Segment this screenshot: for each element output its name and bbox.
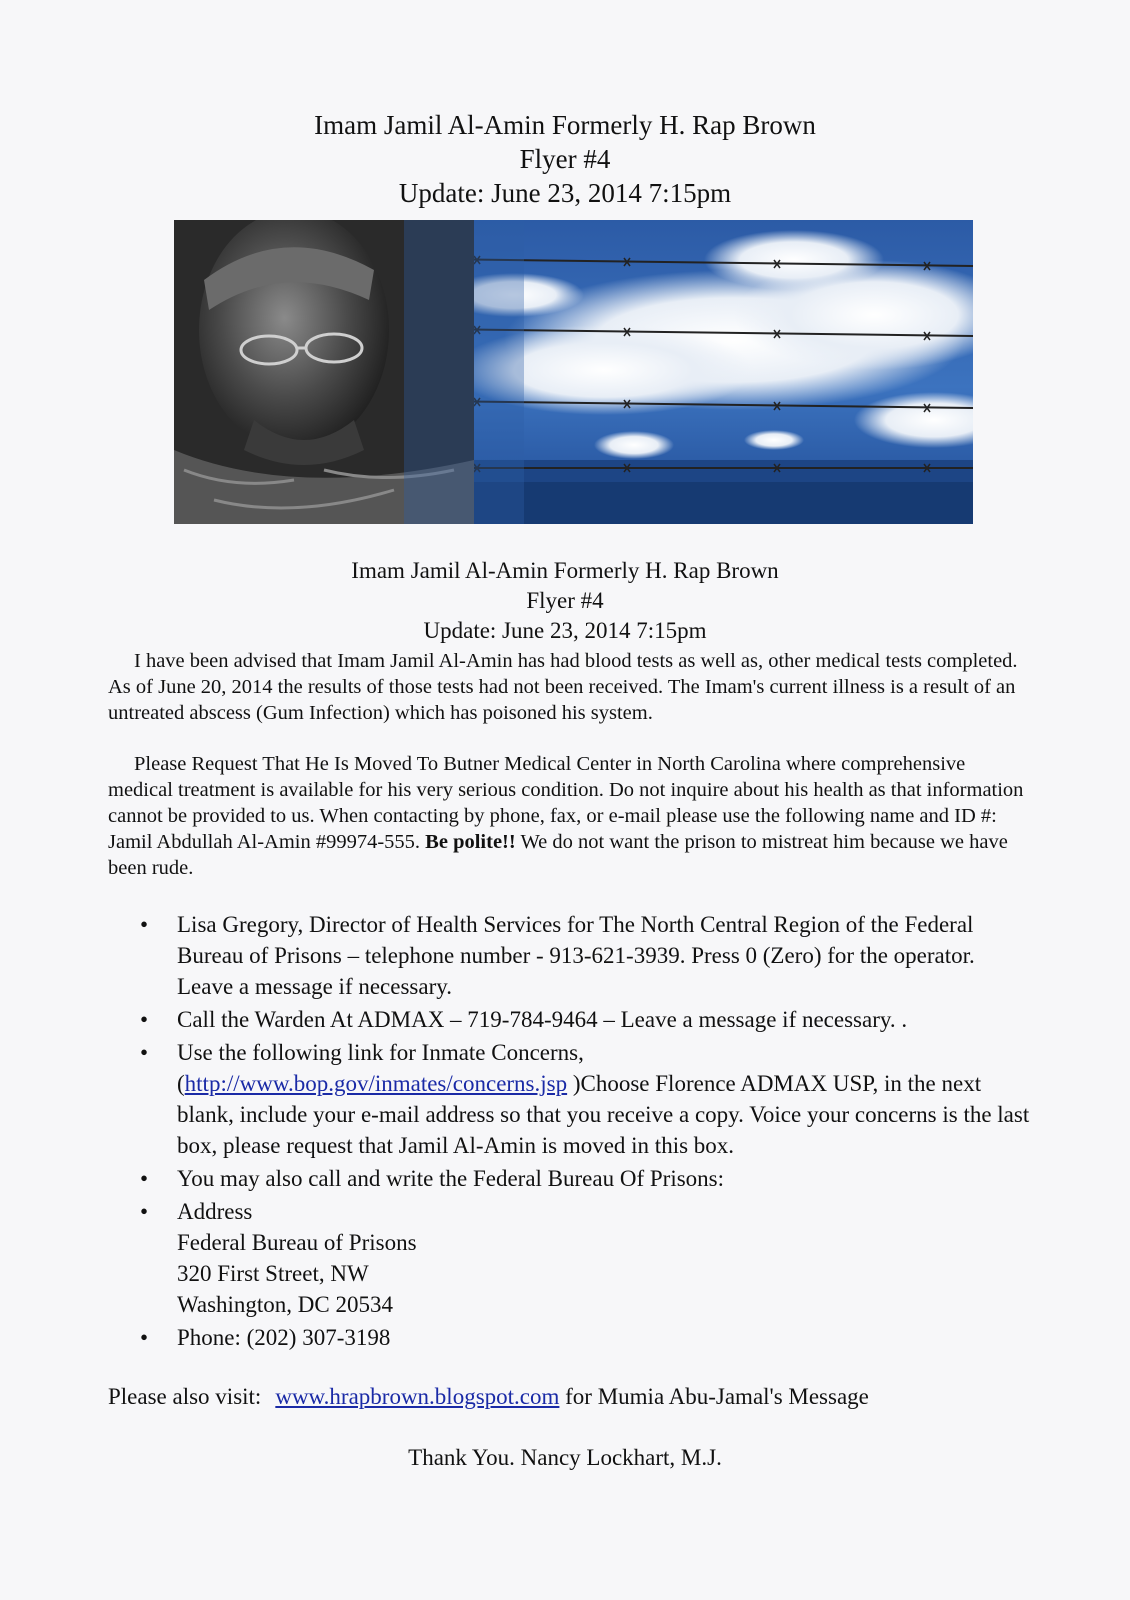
list-item xyxy=(140,1322,1030,1353)
inmate-concerns-link[interactable]: http://www.bop.gov/inmates/concerns.jsp xyxy=(184,1071,568,1096)
phone-number: Phone: (202) 307-3198 xyxy=(177,1325,391,1350)
flyer-sub-number: Flyer #4 xyxy=(526,588,604,613)
request-paragraph xyxy=(108,751,1028,881)
visit-line: Please also visit: www.hrapbrown.blogspot.com for Mumia Abu-Jamal's Message xyxy=(108,1384,869,1409)
address-line2: 320 First Street, NW xyxy=(177,1261,369,1286)
barbed-wire-sky-image xyxy=(174,220,973,524)
contact-list xyxy=(140,909,1030,1355)
list-item xyxy=(140,1196,1030,1320)
flyer-number: Flyer #4 xyxy=(519,144,611,174)
blog-link[interactable]: www.hrapbrown.blogspot.com xyxy=(275,1384,560,1409)
list-item: • Call the Warden At ADMAX – 719-784-9464 – Leave a message if necessary. . xyxy=(140,1004,1030,1035)
flyer-subtitle: Imam Jamil Al-Amin Formerly H. Rap Brown xyxy=(351,558,779,583)
list-item: • You may also call and write the Federal Bureau Of Prisons: xyxy=(140,1163,1030,1194)
paragraph2-text: Please Request That He Is Moved To Butner Medical Center in North Carolina where comprehensive medical treatment is available for his very serious condition. Do not inquire about his health as that information cannot be provided to us. When contacting by phone, fax, or e-mail please use the following name and ID #: Jamil Abdullah Al-Amin #99974-555. xyxy=(108,753,1024,853)
paragraph2-tail: We do not want the prison to mistreat him because we have been rude. xyxy=(108,831,1008,879)
flyer-title-block xyxy=(0,108,1130,210)
closing-signature: Thank You. Nancy Lockhart, M.J. xyxy=(408,1445,722,1470)
flyer-update-date: Update: June 23, 2014 7:15pm xyxy=(398,178,732,208)
portrait-photo xyxy=(174,220,973,524)
flyer-subheader-block xyxy=(0,556,1130,646)
flyer-sub-update-date: Update: June 23, 2014 7:15pm xyxy=(423,618,707,643)
be-polite-emphasis: Be polite!! xyxy=(425,831,516,853)
flyer-title: Imam Jamil Al-Amin Formerly H. Rap Brown xyxy=(314,110,816,140)
paragraph1-text: I have been advised that Imam Jamil Al-Amin has had blood tests as well as, other medical tests completed. As of June 20, 2014 the results of those tests had not been received. The Imam's current illness is a result of an untreated abscess (Gum Infection) which has poisoned his system. xyxy=(108,650,1018,724)
address-line3: Washington, DC 20534 xyxy=(177,1292,394,1317)
address-line1: Federal Bureau of Prisons xyxy=(177,1230,417,1255)
list-item: • Use the following link for Inmate Concerns, (http://www.bop.gov/inmates/concerns.jsp )Choose Florence ADMAX USP, in the next blank, include your e-mail address so that you receive a copy. Voice your concerns is the last box, please request that Jamil Al-Amin is moved in this box. xyxy=(140,1037,1030,1161)
list-item: • Lisa Gregory, Director of Health Services for The North Central Region of the Federal Bureau of Prisons – telephone number - 913-621-3939. Press 0 (Zero) for the operator. Leave a message if necessary. xyxy=(140,909,1030,1002)
medical-update-paragraph xyxy=(108,648,1028,726)
address-label: Address xyxy=(177,1199,253,1224)
